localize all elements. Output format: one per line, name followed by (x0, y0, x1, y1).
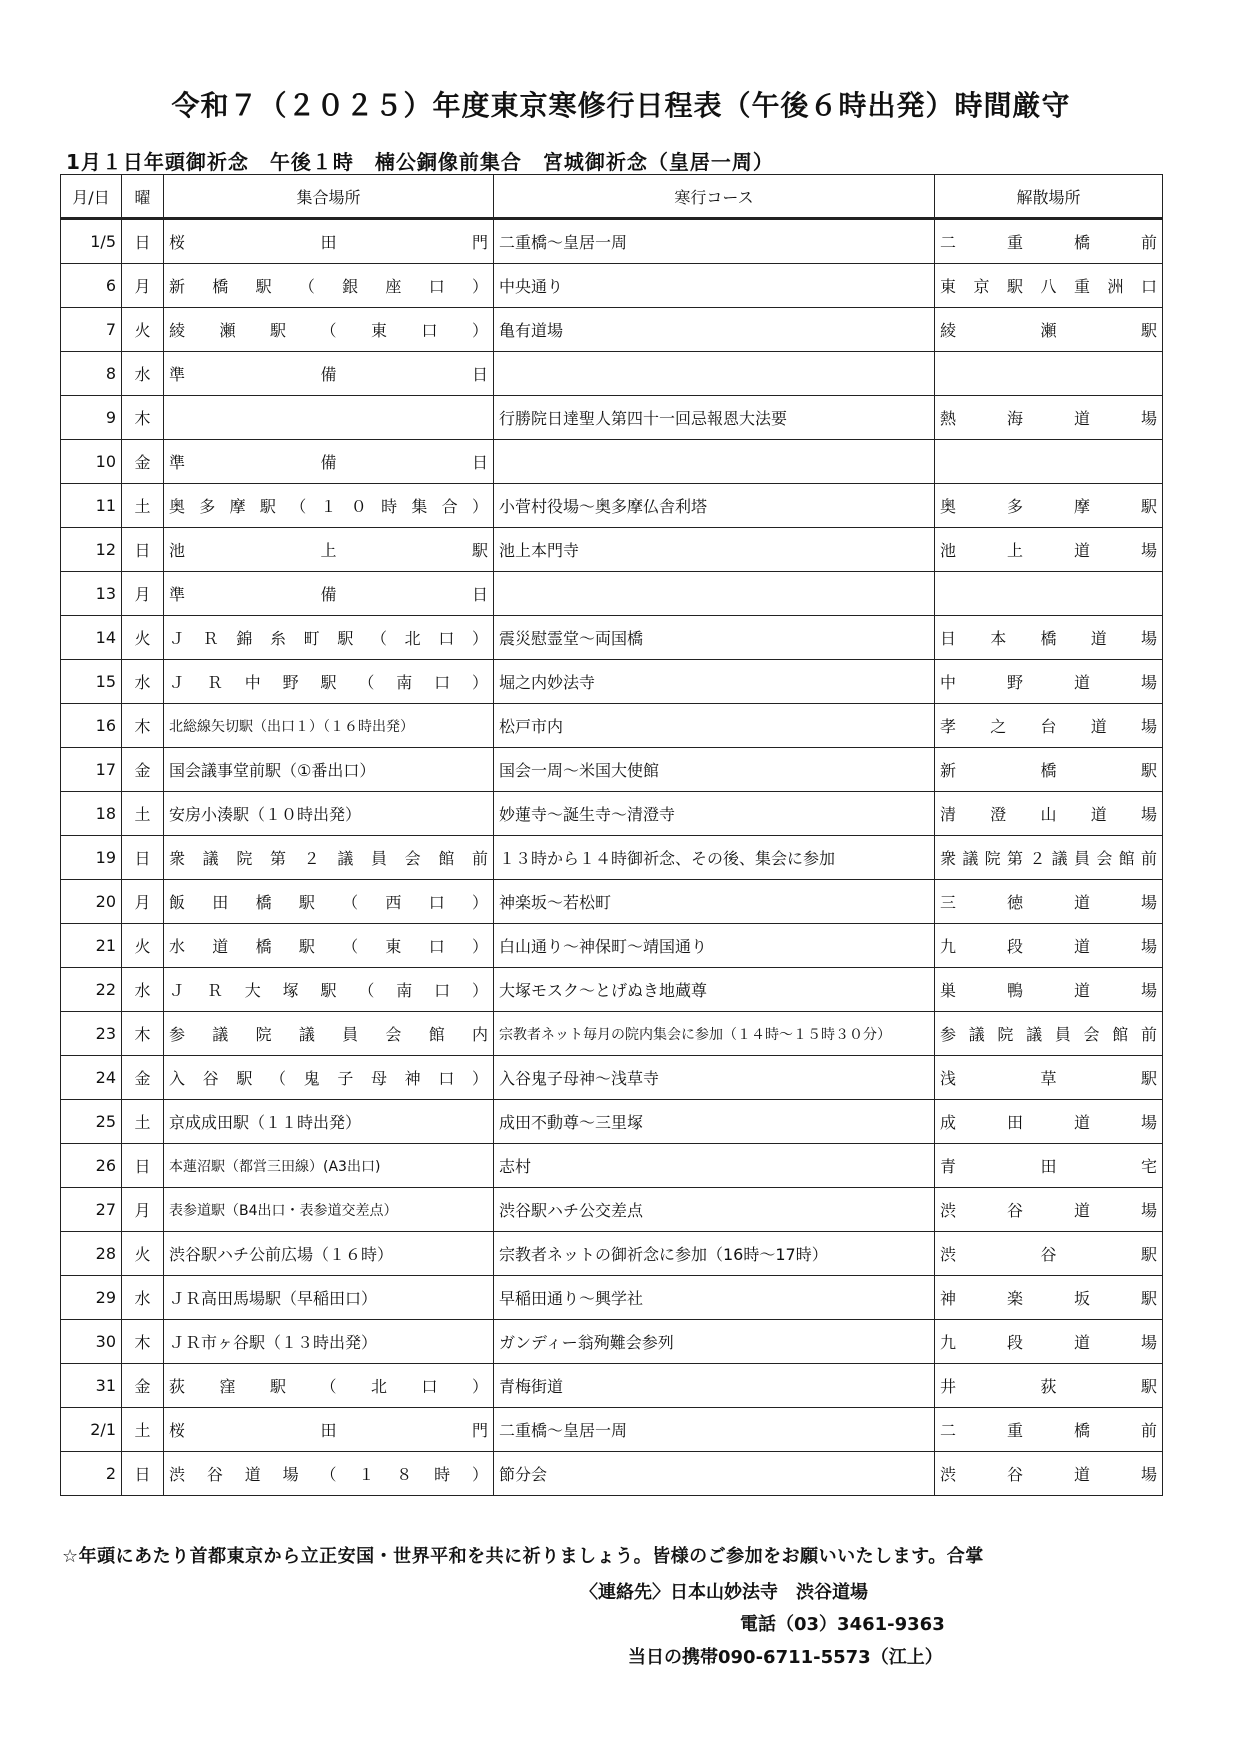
table-row (61, 1364, 1163, 1408)
weekday-cell: 木 (122, 1320, 164, 1364)
dispersal-place-cell: 奥多摩駅 (935, 484, 1163, 528)
meeting-place-cell: ＪＲ市ヶ谷駅（１３時出発） (164, 1320, 494, 1364)
table-row (61, 748, 1163, 792)
dispersal-place-cell: 成田道場 (935, 1100, 1163, 1144)
weekday-cell: 日 (122, 528, 164, 572)
table-row (61, 219, 1163, 264)
dispersal-place-cell: 清澄山道場 (935, 792, 1163, 836)
table-row (61, 1056, 1163, 1100)
dispersal-place-cell: 三徳道場 (935, 880, 1163, 924)
table-row (61, 528, 1163, 572)
weekday-cell: 木 (122, 704, 164, 748)
date-cell: 7 (61, 308, 122, 352)
meeting-place-cell: 準備日 (164, 352, 494, 396)
weekday-cell: 火 (122, 308, 164, 352)
date-cell: 11 (61, 484, 122, 528)
course-cell: 渋谷駅ハチ公交差点 (494, 1188, 935, 1232)
date-cell: 26 (61, 1144, 122, 1188)
date-cell: 21 (61, 924, 122, 968)
table-row (61, 484, 1163, 528)
weekday-cell: 土 (122, 792, 164, 836)
course-cell: 小菅村役場～奥多摩仏舎利塔 (494, 484, 935, 528)
page-title: 令和７（２０２５）年度東京寒修行日程表（午後６時出発）時間厳守 (171, 89, 1071, 122)
date-cell: 6 (61, 264, 122, 308)
date-cell: 2 (61, 1452, 122, 1496)
table-row (61, 1232, 1163, 1276)
meeting-place-cell: 渋谷道場（１８時） (164, 1452, 494, 1496)
course-cell: 中央通り (494, 264, 935, 308)
course-cell: 成田不動尊～三里塚 (494, 1100, 935, 1144)
course-cell: 早稲田通り～興学社 (494, 1276, 935, 1320)
meeting-place-cell: 準備日 (164, 440, 494, 484)
meeting-place-cell: ＪＲ高田馬場駅（早稲田口） (164, 1276, 494, 1320)
course-cell: 入谷鬼子母神～浅草寺 (494, 1056, 935, 1100)
table-row (61, 396, 1163, 440)
meeting-place-cell: 奥多摩駅（１０時集合） (164, 484, 494, 528)
dispersal-place-cell: 二重橋前 (935, 219, 1163, 264)
course-cell: 妙蓮寺～誕生寺～清澄寺 (494, 792, 935, 836)
weekday-cell: 日 (122, 1144, 164, 1188)
table-row (61, 308, 1163, 352)
header-course: 寒行コース (494, 175, 935, 219)
meeting-place-cell (164, 396, 494, 440)
dispersal-place-cell: 浅草駅 (935, 1056, 1163, 1100)
dispersal-place-cell: 中野道場 (935, 660, 1163, 704)
course-cell: 節分会 (494, 1452, 935, 1496)
weekday-cell: 月 (122, 880, 164, 924)
meeting-place-cell: 入谷駅（鬼子母神口） (164, 1056, 494, 1100)
date-cell: 8 (61, 352, 122, 396)
date-cell: 22 (61, 968, 122, 1012)
weekday-cell: 火 (122, 616, 164, 660)
meeting-place-cell: 新橋駅（銀座口） (164, 264, 494, 308)
date-cell: 17 (61, 748, 122, 792)
table-row (61, 352, 1163, 396)
date-cell: 16 (61, 704, 122, 748)
meeting-place-cell: 参議院議員会館内 (164, 1012, 494, 1056)
course-cell: 行勝院日達聖人第四十一回忌報恩大法要 (494, 396, 935, 440)
dispersal-place-cell: 日本橋道場 (935, 616, 1163, 660)
date-cell: 19 (61, 836, 122, 880)
weekday-cell: 水 (122, 1276, 164, 1320)
meeting-place-cell: 飯田橋駅（西口） (164, 880, 494, 924)
dispersal-place-cell (935, 352, 1163, 396)
header-meeting-place: 集合場所 (164, 175, 494, 219)
weekday-cell: 火 (122, 1232, 164, 1276)
course-cell: 松戸市内 (494, 704, 935, 748)
date-cell: 23 (61, 1012, 122, 1056)
mobile-number: 当日の携帯090-6711-5573（江上） (628, 1647, 943, 1668)
dispersal-place-cell: 渋谷駅 (935, 1232, 1163, 1276)
date-cell: 13 (61, 572, 122, 616)
dispersal-place-cell: 孝之台道場 (935, 704, 1163, 748)
date-cell: 10 (61, 440, 122, 484)
header-date: 月/日 (61, 175, 122, 219)
dispersal-place-cell: 衆議院第２議員会館前 (935, 836, 1163, 880)
meeting-place-cell: 綾瀬駅（東口） (164, 308, 494, 352)
table-row (61, 880, 1163, 924)
weekday-cell: 土 (122, 1408, 164, 1452)
weekday-cell: 金 (122, 1056, 164, 1100)
dispersal-place-cell (935, 440, 1163, 484)
meeting-place-cell: 水道橋駅（東口） (164, 924, 494, 968)
course-cell: 亀有道場 (494, 308, 935, 352)
weekday-cell: 日 (122, 219, 164, 264)
dispersal-place-cell: 渋谷道場 (935, 1452, 1163, 1496)
date-cell: 28 (61, 1232, 122, 1276)
date-cell: 24 (61, 1056, 122, 1100)
course-cell: 二重橋～皇居一周 (494, 1408, 935, 1452)
weekday-cell: 木 (122, 396, 164, 440)
course-cell: 志村 (494, 1144, 935, 1188)
table-row (61, 1188, 1163, 1232)
weekday-cell: 水 (122, 660, 164, 704)
weekday-cell: 月 (122, 572, 164, 616)
dispersal-place-cell: 池上道場 (935, 528, 1163, 572)
course-cell: 池上本門寺 (494, 528, 935, 572)
date-cell: 20 (61, 880, 122, 924)
date-cell: 29 (61, 1276, 122, 1320)
dispersal-place-cell: 参議院議員会館前 (935, 1012, 1163, 1056)
meeting-place-cell: 荻窪駅（北口） (164, 1364, 494, 1408)
course-cell (494, 440, 935, 484)
table-row (61, 1408, 1163, 1452)
course-cell: 大塚モスク～とげぬき地蔵尊 (494, 968, 935, 1012)
weekday-cell: 月 (122, 264, 164, 308)
meeting-place-cell: 桜田門 (164, 1408, 494, 1452)
dispersal-place-cell: 青田宅 (935, 1144, 1163, 1188)
weekday-cell: 火 (122, 924, 164, 968)
date-cell: 31 (61, 1364, 122, 1408)
weekday-cell: 金 (122, 748, 164, 792)
course-cell: 白山通り～神保町～靖国通り (494, 924, 935, 968)
table-row (61, 1452, 1163, 1496)
contact-info: 〈連絡先〉日本山妙法寺 渋谷道場 (580, 1582, 868, 1603)
meeting-place-cell: 池上駅 (164, 528, 494, 572)
date-cell: 27 (61, 1188, 122, 1232)
course-cell: 宗教者ネットの御祈念に参加（16時～17時） (494, 1232, 935, 1276)
date-cell: 9 (61, 396, 122, 440)
meeting-place-cell: 桜田門 (164, 219, 494, 264)
header-weekday: 曜 (122, 175, 164, 219)
dispersal-place-cell: 井荻駅 (935, 1364, 1163, 1408)
date-cell: 18 (61, 792, 122, 836)
table-row (61, 836, 1163, 880)
phone-number: 電話（03）3461-9363 (740, 1614, 945, 1635)
course-cell: 神楽坂～若松町 (494, 880, 935, 924)
meeting-place-cell: 衆議院第２議員会館前 (164, 836, 494, 880)
new-year-prayer-note: 1月１日年頭御祈念 午後１時 楠公銅像前集合 宮城御祈念（皇居一周） (66, 150, 774, 174)
table-row (61, 660, 1163, 704)
meeting-place-cell: 表参道駅（B4出口・表参道交差点） (164, 1188, 494, 1232)
course-cell: 宗教者ネット毎月の院内集会に参加（１４時～１５時３０分） (494, 1012, 935, 1056)
dispersal-place-cell: 九段道場 (935, 1320, 1163, 1364)
date-cell: 1/5 (61, 219, 122, 264)
dispersal-place-cell: 神楽坂駅 (935, 1276, 1163, 1320)
dispersal-place-cell: 綾瀬駅 (935, 308, 1163, 352)
table-row (61, 968, 1163, 1012)
table-row (61, 1320, 1163, 1364)
dispersal-place-cell: 巣鴨道場 (935, 968, 1163, 1012)
weekday-cell: 金 (122, 440, 164, 484)
weekday-cell: 土 (122, 484, 164, 528)
course-cell: ガンディー翁殉難会参列 (494, 1320, 935, 1364)
dispersal-place-cell (935, 572, 1163, 616)
meeting-place-cell: 北総線矢切駅（出口１）（１６時出発） (164, 704, 494, 748)
course-cell: 震災慰霊堂～両国橋 (494, 616, 935, 660)
table-row (61, 792, 1163, 836)
date-cell: 15 (61, 660, 122, 704)
meeting-place-cell: 本蓮沼駅（都営三田線）(A3出口) (164, 1144, 494, 1188)
table-header-row (61, 175, 1163, 219)
course-cell: 堀之内妙法寺 (494, 660, 935, 704)
weekday-cell: 水 (122, 352, 164, 396)
dispersal-place-cell: 渋谷道場 (935, 1188, 1163, 1232)
table-row (61, 924, 1163, 968)
table-row (61, 1276, 1163, 1320)
weekday-cell: 土 (122, 1100, 164, 1144)
dispersal-place-cell: 東京駅八重洲口 (935, 264, 1163, 308)
meeting-place-cell: ＪＲ中野駅（南口） (164, 660, 494, 704)
weekday-cell: 月 (122, 1188, 164, 1232)
meeting-place-cell: 京成成田駅（１１時出発） (164, 1100, 494, 1144)
schedule-table (60, 174, 1163, 1496)
table-row (61, 1100, 1163, 1144)
meeting-place-cell: 準備日 (164, 572, 494, 616)
dispersal-place-cell: 熱海道場 (935, 396, 1163, 440)
date-cell: 12 (61, 528, 122, 572)
date-cell: 2/1 (61, 1408, 122, 1452)
weekday-cell: 日 (122, 836, 164, 880)
weekday-cell: 水 (122, 968, 164, 1012)
dispersal-place-cell: 新橋駅 (935, 748, 1163, 792)
weekday-cell: 日 (122, 1452, 164, 1496)
table-row (61, 440, 1163, 484)
course-cell (494, 352, 935, 396)
course-cell: １３時から１４時御祈念、その後、集会に参加 (494, 836, 935, 880)
course-cell (494, 572, 935, 616)
weekday-cell: 木 (122, 1012, 164, 1056)
date-cell: 25 (61, 1100, 122, 1144)
dispersal-place-cell: 九段道場 (935, 924, 1163, 968)
table-row (61, 264, 1163, 308)
weekday-cell: 金 (122, 1364, 164, 1408)
meeting-place-cell: ＪＲ錦糸町駅（北口） (164, 616, 494, 660)
course-cell: 国会一周～米国大使館 (494, 748, 935, 792)
table-row (61, 616, 1163, 660)
course-cell: 青梅街道 (494, 1364, 935, 1408)
course-cell: 二重橋～皇居一周 (494, 219, 935, 264)
table-row (61, 572, 1163, 616)
dispersal-place-cell: 二重橋前 (935, 1408, 1163, 1452)
meeting-place-cell: 安房小湊駅（１０時出発） (164, 792, 494, 836)
meeting-place-cell: 国会議事堂前駅（①番出口） (164, 748, 494, 792)
meeting-place-cell: 渋谷駅ハチ公前広場（１６時） (164, 1232, 494, 1276)
header-dispersal-place: 解散場所 (935, 175, 1163, 219)
meeting-place-cell: ＪＲ大塚駅（南口） (164, 968, 494, 1012)
closing-message: ☆年頭にあたり首都東京から立正安国・世界平和を共に祈りましょう。皆様のご参加をお願いいたします。合掌 (62, 1546, 984, 1567)
table-row (61, 1012, 1163, 1056)
date-cell: 14 (61, 616, 122, 660)
table-row (61, 704, 1163, 748)
date-cell: 30 (61, 1320, 122, 1364)
table-row (61, 1144, 1163, 1188)
